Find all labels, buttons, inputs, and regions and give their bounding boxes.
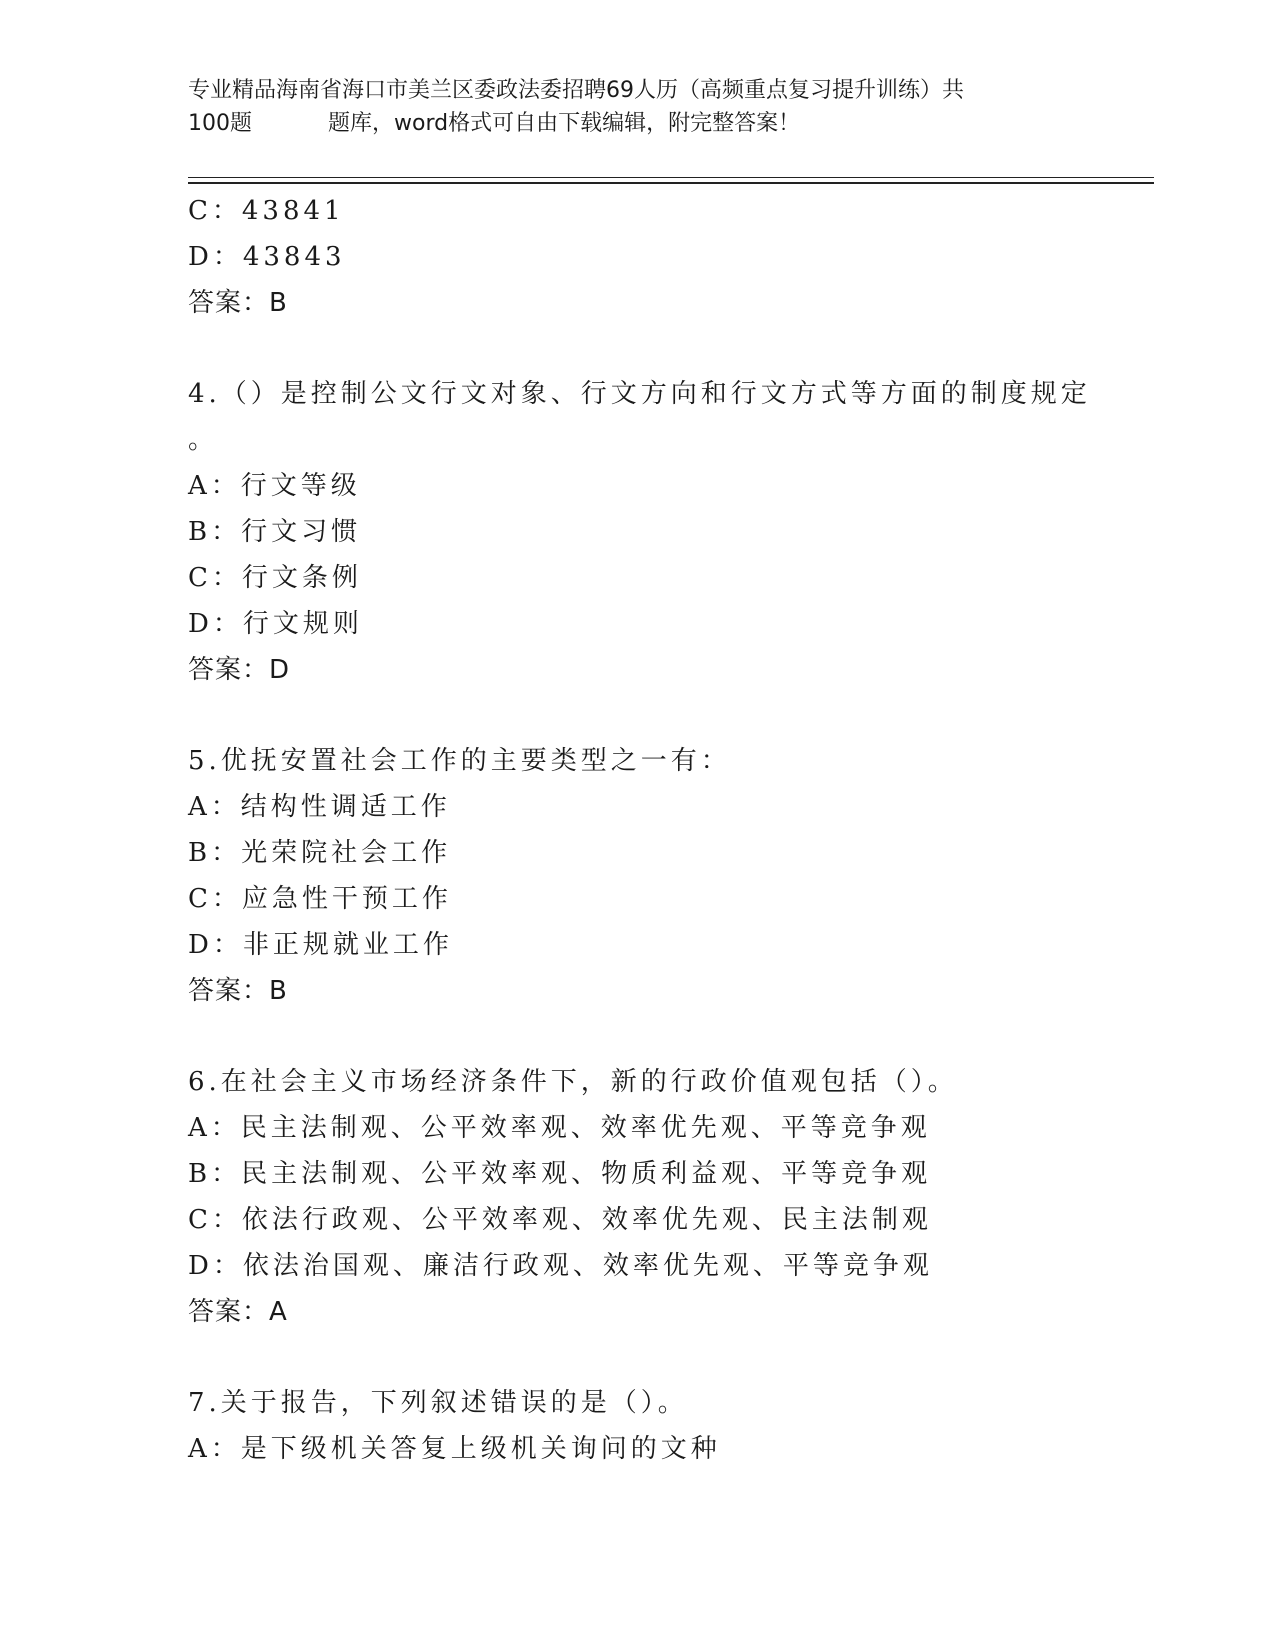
question-4 bbox=[188, 371, 1148, 693]
option-a: A：是下级机关答复上级机关询问的文种 bbox=[188, 1434, 721, 1464]
option-d: D：依法治国观、廉洁行政观、效率优先观、平等竞争观 bbox=[188, 1251, 933, 1281]
answer: 答案：B bbox=[188, 976, 288, 1006]
answer: 答案：D bbox=[188, 655, 291, 685]
header-question-count: 100题 bbox=[188, 111, 252, 136]
option-a: A：民主法制观、公平效率观、效率优先观、平等竞争观 bbox=[188, 1113, 931, 1143]
header-title-line-1: 专业精品海南省海口市美兰区委政法委招聘69人历（高频重点复习提升训练）共 bbox=[188, 78, 964, 103]
question-stem-tail: 。 bbox=[188, 425, 219, 455]
option-c: C：行文条例 bbox=[188, 563, 362, 593]
option-c: C：43841 bbox=[188, 196, 345, 226]
question-6 bbox=[188, 1059, 1148, 1335]
answer: 答案：A bbox=[188, 1297, 288, 1327]
question-stem: 4.（）是控制公文行文对象、行文方向和行文方式等方面的制度规定 bbox=[188, 379, 1091, 409]
option-b: B：行文习惯 bbox=[188, 517, 362, 547]
question-stem: 5.优抚安置社会工作的主要类型之一有： bbox=[188, 746, 731, 776]
question-7 bbox=[188, 1380, 1148, 1472]
option-a: A：结构性调适工作 bbox=[188, 792, 451, 822]
answer: 答案：B bbox=[188, 288, 288, 318]
question-stem: 7.关于报告，下列叙述错误的是（）。 bbox=[188, 1388, 688, 1418]
question-list bbox=[188, 188, 1148, 1472]
question-5 bbox=[188, 738, 1148, 1014]
option-c: C：应急性干预工作 bbox=[188, 884, 452, 914]
header-title-line-2 bbox=[188, 107, 1088, 140]
option-a: A：行文等级 bbox=[188, 471, 361, 501]
header-divider-top bbox=[188, 177, 1154, 178]
question-3 bbox=[188, 188, 1148, 326]
option-d: D：43843 bbox=[188, 242, 346, 272]
option-d: D：行文规则 bbox=[188, 609, 363, 639]
option-d: D：非正规就业工作 bbox=[188, 930, 453, 960]
option-b: B：光荣院社会工作 bbox=[188, 838, 452, 868]
header-description: 题库，word格式可自由下载编辑，附完整答案！ bbox=[328, 111, 801, 136]
option-c: C：依法行政观、公平效率观、效率优先观、民主法制观 bbox=[188, 1205, 932, 1235]
question-stem: 6.在社会主义市场经济条件下，新的行政价值观包括（）。 bbox=[188, 1067, 958, 1097]
option-b: B：民主法制观、公平效率观、物质利益观、平等竞争观 bbox=[188, 1159, 932, 1189]
page-header bbox=[188, 74, 1088, 140]
header-divider-bottom bbox=[188, 182, 1154, 184]
